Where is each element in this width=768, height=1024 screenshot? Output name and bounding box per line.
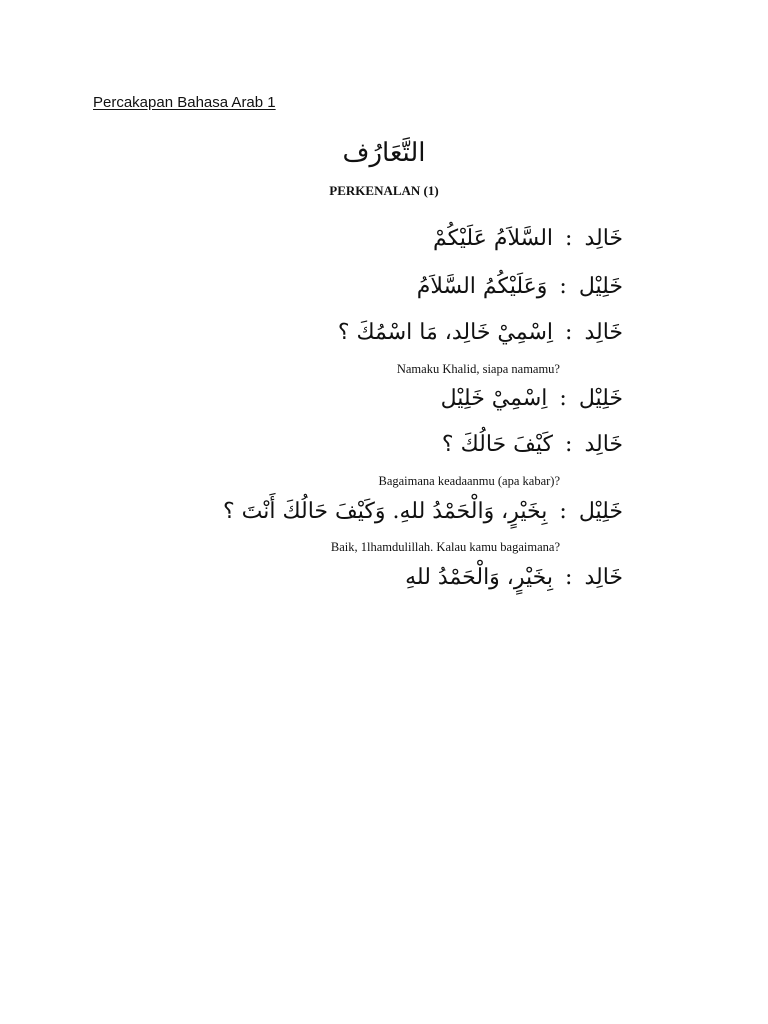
speaker-name: خَالِد [584, 226, 623, 251]
speaker-name: خَلِيْل [578, 386, 623, 411]
colon: : [565, 565, 573, 590]
dialogue-line-5 [442, 430, 623, 460]
dialogue-line-6 [223, 497, 623, 527]
subheading: PERKENALAN (1) [329, 183, 439, 198]
translation-line-5: Bagaimana keadaanmu (apa kabar)? [378, 474, 560, 488]
speaker-name: خَلِيْل [578, 499, 623, 524]
utterance: وَعَلَيْكُمُ السَّلاَمُ [416, 274, 548, 299]
dialogue-line-2 [417, 272, 623, 302]
utterance: السَّلاَمُ عَلَيْكُمْ [432, 226, 554, 251]
dialogue-line-4 [441, 384, 623, 414]
utterance: اِسْمِيْ خَالِد، مَا اسْمُكَ ؟ [337, 320, 554, 345]
speaker-name: خَالِد [584, 320, 623, 345]
utterance: كَيْفَ حَالُكَ ؟ [441, 432, 554, 457]
utterance: بِخَيْرٍ، وَالْحَمْدُ للهِ [405, 565, 554, 590]
speaker-name: خَالِد [584, 432, 623, 457]
translation-line-3: Namaku Khalid, siapa namamu? [396, 362, 560, 376]
colon: : [565, 226, 573, 251]
dialogue-line-7 [405, 563, 623, 593]
translation-line-6: Baik, 1lhamdulillah. Kalau kamu bagaimana? [330, 540, 560, 554]
speaker-name: خَلِيْل [578, 274, 623, 299]
colon: : [565, 320, 573, 345]
utterance: اِسْمِيْ خَلِيْل [440, 386, 548, 411]
colon: : [559, 499, 567, 524]
colon: : [565, 432, 573, 457]
arabic-heading: التَّعَارُف [342, 138, 426, 168]
utterance: بِخَيْرٍ، وَالْحَمْدُ للهِ. وَكَيْفَ حَالُكَ أَنْتَ ؟ [222, 499, 548, 524]
speaker-name: خَالِد [584, 565, 623, 590]
colon: : [559, 274, 567, 299]
dialogue-line-1 [433, 224, 623, 254]
dialogue-line-3 [338, 318, 623, 348]
colon: : [559, 386, 567, 411]
document-title: Percakapan Bahasa Arab 1 [93, 94, 276, 111]
